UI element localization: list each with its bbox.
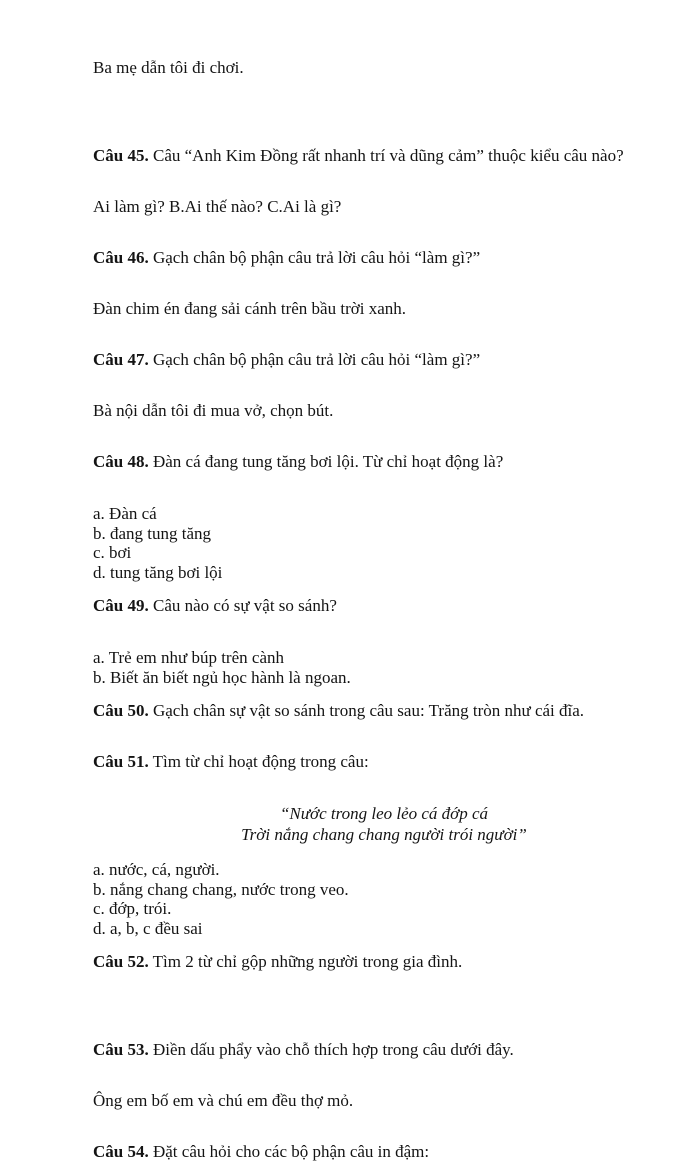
question-number: Câu 53. (93, 1040, 149, 1059)
answer-option: a. Trẻ em như búp trên cành (93, 648, 284, 667)
text-paragraph: Ba mẹ dẫn tôi đi chơi. (93, 58, 244, 77)
question-paragraph (93, 350, 645, 370)
text-paragraph: Ông em bố em và chú em đều thợ mỏ. (93, 1091, 354, 1110)
question-number: Câu 51. (93, 752, 149, 771)
question-paragraph (93, 146, 645, 166)
question-text: Gạch chân sự vật so sánh trong câu sau: Trăng tròn như cái đĩa. (148, 701, 585, 720)
verse-line: “Nước trong leo lẻo cá đớp cá (279, 804, 489, 823)
question-paragraph (93, 596, 645, 616)
answer-option: b. đang tung tăng (93, 523, 212, 543)
answer-options (93, 860, 645, 938)
verse-line: Trời nắng chang chang người trói người” (241, 825, 527, 844)
question-text: Điền dấu phẩy vào chỗ thích hợp trong câu dưới đây. (148, 1040, 514, 1059)
text-paragraph: Đàn chim én đang sải cánh trên bầu trời xanh. (93, 299, 406, 318)
question-number: Câu 54. (93, 1142, 149, 1161)
answer-option: d. tung tăng bơi lội (93, 562, 223, 582)
answer-options (93, 504, 645, 582)
answer-option: c. đớp, trói. (93, 899, 172, 918)
answer-option: b. Biết ăn biết ngủ học hành là ngoan. (93, 667, 351, 687)
question-paragraph (93, 701, 645, 721)
question-text: Tìm từ chỉ hoạt động trong câu: (148, 752, 369, 771)
answer-option: c. bơi (93, 543, 132, 562)
text-paragraph: Ai làm gì? B.Ai thế nào? C.Ai là gì? (93, 197, 342, 216)
question-text: Câu nào có sự vật so sánh? (148, 596, 337, 615)
question-number: Câu 52. (93, 952, 149, 971)
question-number: Câu 50. (93, 701, 149, 720)
question-paragraph (93, 1040, 645, 1060)
question-paragraph (93, 952, 645, 972)
question-text: Đàn cá đang tung tăng bơi lội. Từ chỉ hoạt động là? (148, 452, 504, 471)
question-text: Tìm 2 từ chỉ gộp những người trong gia đình. (148, 952, 463, 971)
question-paragraph (93, 452, 645, 472)
question-number: Câu 47. (93, 350, 149, 369)
question-paragraph (93, 248, 645, 268)
question-number: Câu 49. (93, 596, 149, 615)
question-number: Câu 45. (93, 146, 149, 165)
question-text: Gạch chân bộ phận câu trả lời câu hỏi “làm gì?” (148, 350, 481, 369)
text-paragraph: Bà nội dẫn tôi đi mua vở, chọn bút. (93, 401, 334, 420)
question-text: Câu “Anh Kim Đồng rất nhanh trí và dũng cảm” thuộc kiểu câu nào? (148, 146, 624, 165)
answer-option: a. Đàn cá (93, 504, 157, 523)
answer-option: b. nắng chang chang, nước trong veo. (93, 879, 349, 899)
answer-option: d. a, b, c đều sai (93, 918, 203, 938)
question-paragraph (93, 752, 645, 772)
question-number: Câu 46. (93, 248, 149, 267)
question-text: Gạch chân bộ phận câu trả lời câu hỏi “làm gì?” (148, 248, 481, 267)
answer-options (93, 648, 645, 687)
question-text: Đặt câu hỏi cho các bộ phận câu in đậm: (148, 1142, 430, 1161)
answer-option: a. nước, cá, người. (93, 860, 220, 879)
quoted-verse (93, 803, 645, 845)
question-number: Câu 48. (93, 452, 149, 471)
question-paragraph (93, 1142, 645, 1162)
